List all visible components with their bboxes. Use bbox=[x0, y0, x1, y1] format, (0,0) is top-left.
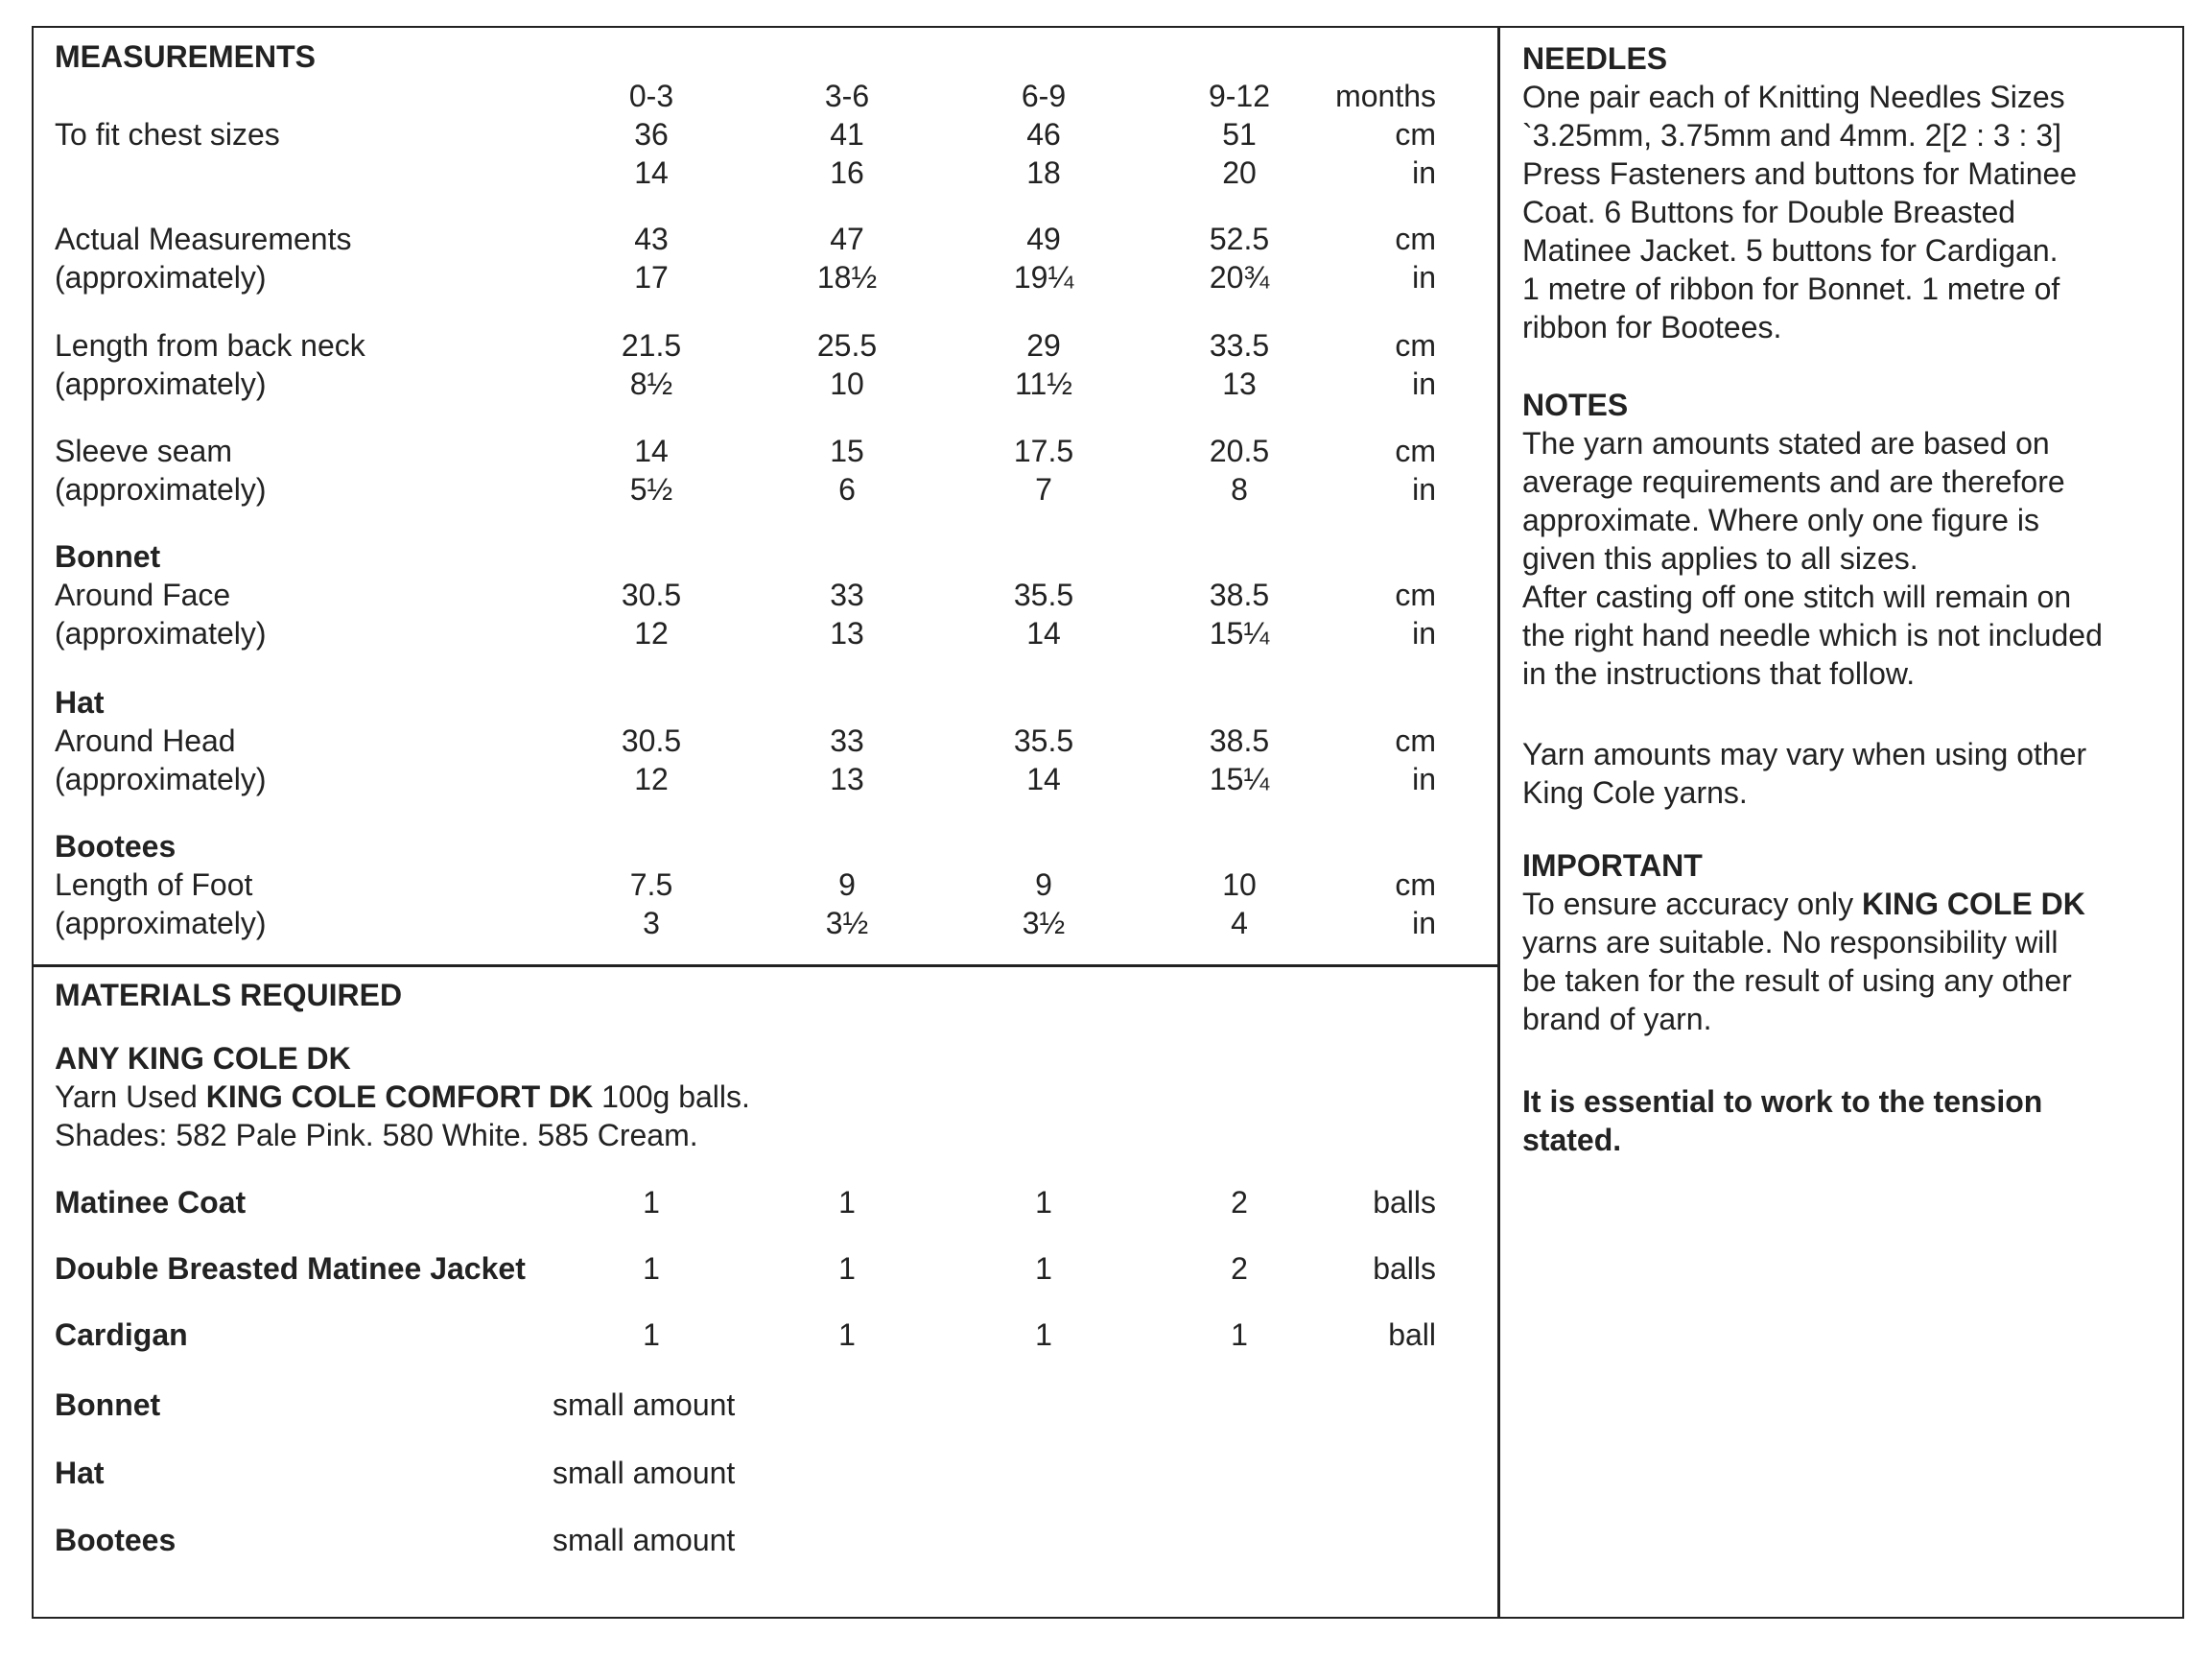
important-line: yarns are suitable. No responsibility will bbox=[1522, 925, 2059, 960]
needles-line: ribbon for Bootees. bbox=[1522, 310, 1782, 344]
measurement-value: 6 bbox=[838, 472, 856, 507]
measurement-unit: cm bbox=[1395, 867, 1436, 902]
material-item-label: Matinee Coat bbox=[55, 1185, 247, 1220]
measurement-unit: in bbox=[1412, 260, 1436, 295]
measurement-value: 43 bbox=[634, 222, 669, 256]
measurement-unit: in bbox=[1412, 155, 1436, 190]
important-line: brand of yarn. bbox=[1522, 1002, 1712, 1036]
material-item-label: Cardigan bbox=[55, 1317, 188, 1352]
material-item-unit: ball bbox=[1388, 1317, 1436, 1352]
material-item-value: 1 bbox=[643, 1185, 660, 1220]
measurement-value: 9 bbox=[838, 867, 856, 902]
notes-line: the right hand needle which is not included bbox=[1522, 618, 2103, 652]
measurement-value: 33.5 bbox=[1209, 328, 1270, 363]
measurement-value: 15 bbox=[830, 434, 864, 468]
measurement-unit: in bbox=[1412, 367, 1436, 401]
measurement-value: 21.5 bbox=[621, 328, 682, 363]
measurement-value: 15¼ bbox=[1209, 762, 1270, 796]
notes-line: in the instructions that follow. bbox=[1522, 656, 1916, 691]
measurement-value: 30.5 bbox=[621, 723, 682, 758]
measurement-value: 20.5 bbox=[1209, 434, 1270, 468]
measurement-value: 7 bbox=[1035, 472, 1052, 507]
measurement-value: 8½ bbox=[629, 367, 673, 401]
measurement-value: 14 bbox=[634, 155, 669, 190]
size-header: 6-9 bbox=[1021, 79, 1067, 113]
measurement-unit: cm bbox=[1395, 222, 1436, 256]
notes-line: average requirements and are therefore bbox=[1522, 464, 2065, 499]
measurement-value: 13 bbox=[830, 762, 864, 796]
material-small-label: Hat bbox=[55, 1456, 105, 1490]
needles-heading: NEEDLES bbox=[1522, 41, 1668, 76]
measurement-value: 29 bbox=[1026, 328, 1061, 363]
material-small-amount: small amount bbox=[553, 1387, 736, 1422]
measurement-value: 38.5 bbox=[1209, 578, 1270, 612]
measurement-label: To fit chest sizes bbox=[55, 117, 280, 152]
measurement-value: 3½ bbox=[1022, 906, 1066, 940]
material-item-label: Double Breasted Matinee Jacket bbox=[55, 1251, 526, 1286]
measurement-value: 10 bbox=[1222, 867, 1257, 902]
material-item-value: 2 bbox=[1231, 1251, 1248, 1286]
measurement-value: 3½ bbox=[825, 906, 869, 940]
measurement-value: 9 bbox=[1035, 867, 1052, 902]
measurement-value: 35.5 bbox=[1013, 578, 1074, 612]
measurement-value: 18 bbox=[1026, 155, 1061, 190]
important-line: be taken for the result of using any other bbox=[1522, 963, 2072, 998]
section-divider bbox=[32, 964, 1499, 967]
size-header: 9-12 bbox=[1208, 79, 1271, 113]
measurement-label: (approximately) bbox=[55, 906, 267, 940]
measurement-label: Length from back neck bbox=[55, 328, 365, 363]
needles-line: Coat. 6 Buttons for Double Breasted bbox=[1522, 195, 2016, 229]
material-small-label: Bootees bbox=[55, 1523, 176, 1557]
needles-line: `3.25mm, 3.75mm and 4mm. 2[2 : 3 : 3] bbox=[1522, 118, 2061, 153]
measurement-value: 51 bbox=[1222, 117, 1257, 152]
measurement-value: 19¼ bbox=[1013, 260, 1074, 295]
measurement-value: 14 bbox=[634, 434, 669, 468]
measurement-label: (approximately) bbox=[55, 367, 267, 401]
measurement-value: 17 bbox=[634, 260, 669, 295]
measurement-value: 33 bbox=[830, 723, 864, 758]
measurement-value: 3 bbox=[643, 906, 660, 940]
measurement-value: 14 bbox=[1026, 762, 1061, 796]
column-divider bbox=[1497, 26, 1500, 1619]
measurement-value: 12 bbox=[634, 616, 669, 651]
notes-line: King Cole yarns. bbox=[1522, 775, 1748, 810]
measurement-value: 20¾ bbox=[1209, 260, 1270, 295]
material-item-value: 1 bbox=[838, 1251, 856, 1286]
measurement-value: 12 bbox=[634, 762, 669, 796]
material-small-label: Bonnet bbox=[55, 1387, 161, 1422]
measurement-value: 41 bbox=[830, 117, 864, 152]
measurement-value: 30.5 bbox=[621, 578, 682, 612]
essential-line: It is essential to work to the tension bbox=[1522, 1084, 2043, 1119]
measurement-unit: in bbox=[1412, 472, 1436, 507]
measurement-value: 25.5 bbox=[816, 328, 878, 363]
measurement-value: 52.5 bbox=[1209, 222, 1270, 256]
measurement-label: (approximately) bbox=[55, 616, 267, 651]
notes-line: After casting off one stitch will remain on bbox=[1522, 580, 2072, 614]
measurement-value: 18½ bbox=[816, 260, 878, 295]
measurement-unit: cm bbox=[1395, 434, 1436, 468]
material-item-value: 2 bbox=[1231, 1185, 1248, 1220]
measurement-value: 4 bbox=[1231, 906, 1248, 940]
measurement-label: Actual Measurements bbox=[55, 222, 352, 256]
material-item-value: 1 bbox=[1035, 1317, 1052, 1352]
material-item-value: 1 bbox=[643, 1317, 660, 1352]
material-item-unit: balls bbox=[1373, 1185, 1436, 1220]
measurement-unit: cm bbox=[1395, 328, 1436, 363]
materials-heading: MATERIALS REQUIRED bbox=[55, 978, 403, 1012]
material-small-amount: small amount bbox=[553, 1523, 736, 1557]
measurements-heading: MEASUREMENTS bbox=[55, 39, 317, 74]
measurement-value: 14 bbox=[1026, 616, 1061, 651]
size-unit: months bbox=[1335, 79, 1436, 113]
measurement-value: 13 bbox=[1222, 367, 1257, 401]
notes-line: The yarn amounts stated are based on bbox=[1522, 426, 2050, 461]
notes-line: Yarn amounts may vary when using other bbox=[1522, 737, 2087, 771]
material-item-value: 1 bbox=[838, 1317, 856, 1352]
material-item-value: 1 bbox=[643, 1251, 660, 1286]
measurement-value: 7.5 bbox=[629, 867, 673, 902]
measurement-subhead: Bonnet bbox=[55, 539, 161, 574]
important-line: To ensure accuracy only KING COLE DK bbox=[1522, 887, 2085, 921]
measurement-unit: cm bbox=[1395, 578, 1436, 612]
measurement-value: 47 bbox=[830, 222, 864, 256]
material-item-value: 1 bbox=[838, 1185, 856, 1220]
measurement-label: Length of Foot bbox=[55, 867, 253, 902]
measurement-value: 20 bbox=[1222, 155, 1257, 190]
notes-line: approximate. Where only one figure is bbox=[1522, 503, 2039, 537]
yarn-heading: ANY KING COLE DK bbox=[55, 1041, 351, 1076]
measurement-label: (approximately) bbox=[55, 472, 267, 507]
measurement-value: 5½ bbox=[629, 472, 673, 507]
measurement-value: 36 bbox=[634, 117, 669, 152]
measurement-label: Sleeve seam bbox=[55, 434, 232, 468]
shades: Shades: 582 Pale Pink. 580 White. 585 Cream. bbox=[55, 1118, 698, 1152]
measurement-value: 16 bbox=[830, 155, 864, 190]
measurement-value: 15¼ bbox=[1209, 616, 1270, 651]
measurement-label: Around Face bbox=[55, 578, 231, 612]
measurement-label: Around Head bbox=[55, 723, 236, 758]
measurement-value: 46 bbox=[1026, 117, 1061, 152]
measurement-label: (approximately) bbox=[55, 260, 267, 295]
size-header: 3-6 bbox=[824, 79, 870, 113]
needles-line: 1 metre of ribbon for Bonnet. 1 metre of bbox=[1522, 272, 2060, 306]
measurement-subhead: Bootees bbox=[55, 829, 176, 864]
material-item-value: 1 bbox=[1231, 1317, 1248, 1352]
needles-line: One pair each of Knitting Needles Sizes bbox=[1522, 80, 2065, 114]
needles-line: Matinee Jacket. 5 buttons for Cardigan. bbox=[1522, 233, 2059, 268]
size-header: 0-3 bbox=[628, 79, 674, 113]
measurement-value: 13 bbox=[830, 616, 864, 651]
essential-line: stated. bbox=[1522, 1123, 1622, 1157]
material-item-value: 1 bbox=[1035, 1185, 1052, 1220]
notes-heading: NOTES bbox=[1522, 388, 1629, 422]
measurement-value: 33 bbox=[830, 578, 864, 612]
measurement-subhead: Hat bbox=[55, 685, 105, 720]
measurement-unit: cm bbox=[1395, 117, 1436, 152]
needles-line: Press Fasteners and buttons for Matinee bbox=[1522, 156, 2078, 191]
material-item-value: 1 bbox=[1035, 1251, 1052, 1286]
notes-line: given this applies to all sizes. bbox=[1522, 541, 1918, 576]
measurement-value: 8 bbox=[1231, 472, 1248, 507]
measurement-value: 10 bbox=[830, 367, 864, 401]
measurement-value: 35.5 bbox=[1013, 723, 1074, 758]
important-heading: IMPORTANT bbox=[1522, 848, 1703, 883]
measurement-unit: in bbox=[1412, 616, 1436, 651]
measurement-value: 11½ bbox=[1015, 367, 1072, 401]
measurement-value: 38.5 bbox=[1209, 723, 1270, 758]
material-small-amount: small amount bbox=[553, 1456, 736, 1490]
measurement-value: 49 bbox=[1026, 222, 1061, 256]
yarn-used: Yarn Used KING COLE COMFORT DK 100g balls. bbox=[55, 1079, 750, 1114]
measurement-unit: in bbox=[1412, 906, 1436, 940]
measurement-label: (approximately) bbox=[55, 762, 267, 796]
measurement-unit: in bbox=[1412, 762, 1436, 796]
material-item-unit: balls bbox=[1373, 1251, 1436, 1286]
measurement-value: 17.5 bbox=[1013, 434, 1074, 468]
measurement-unit: cm bbox=[1395, 723, 1436, 758]
